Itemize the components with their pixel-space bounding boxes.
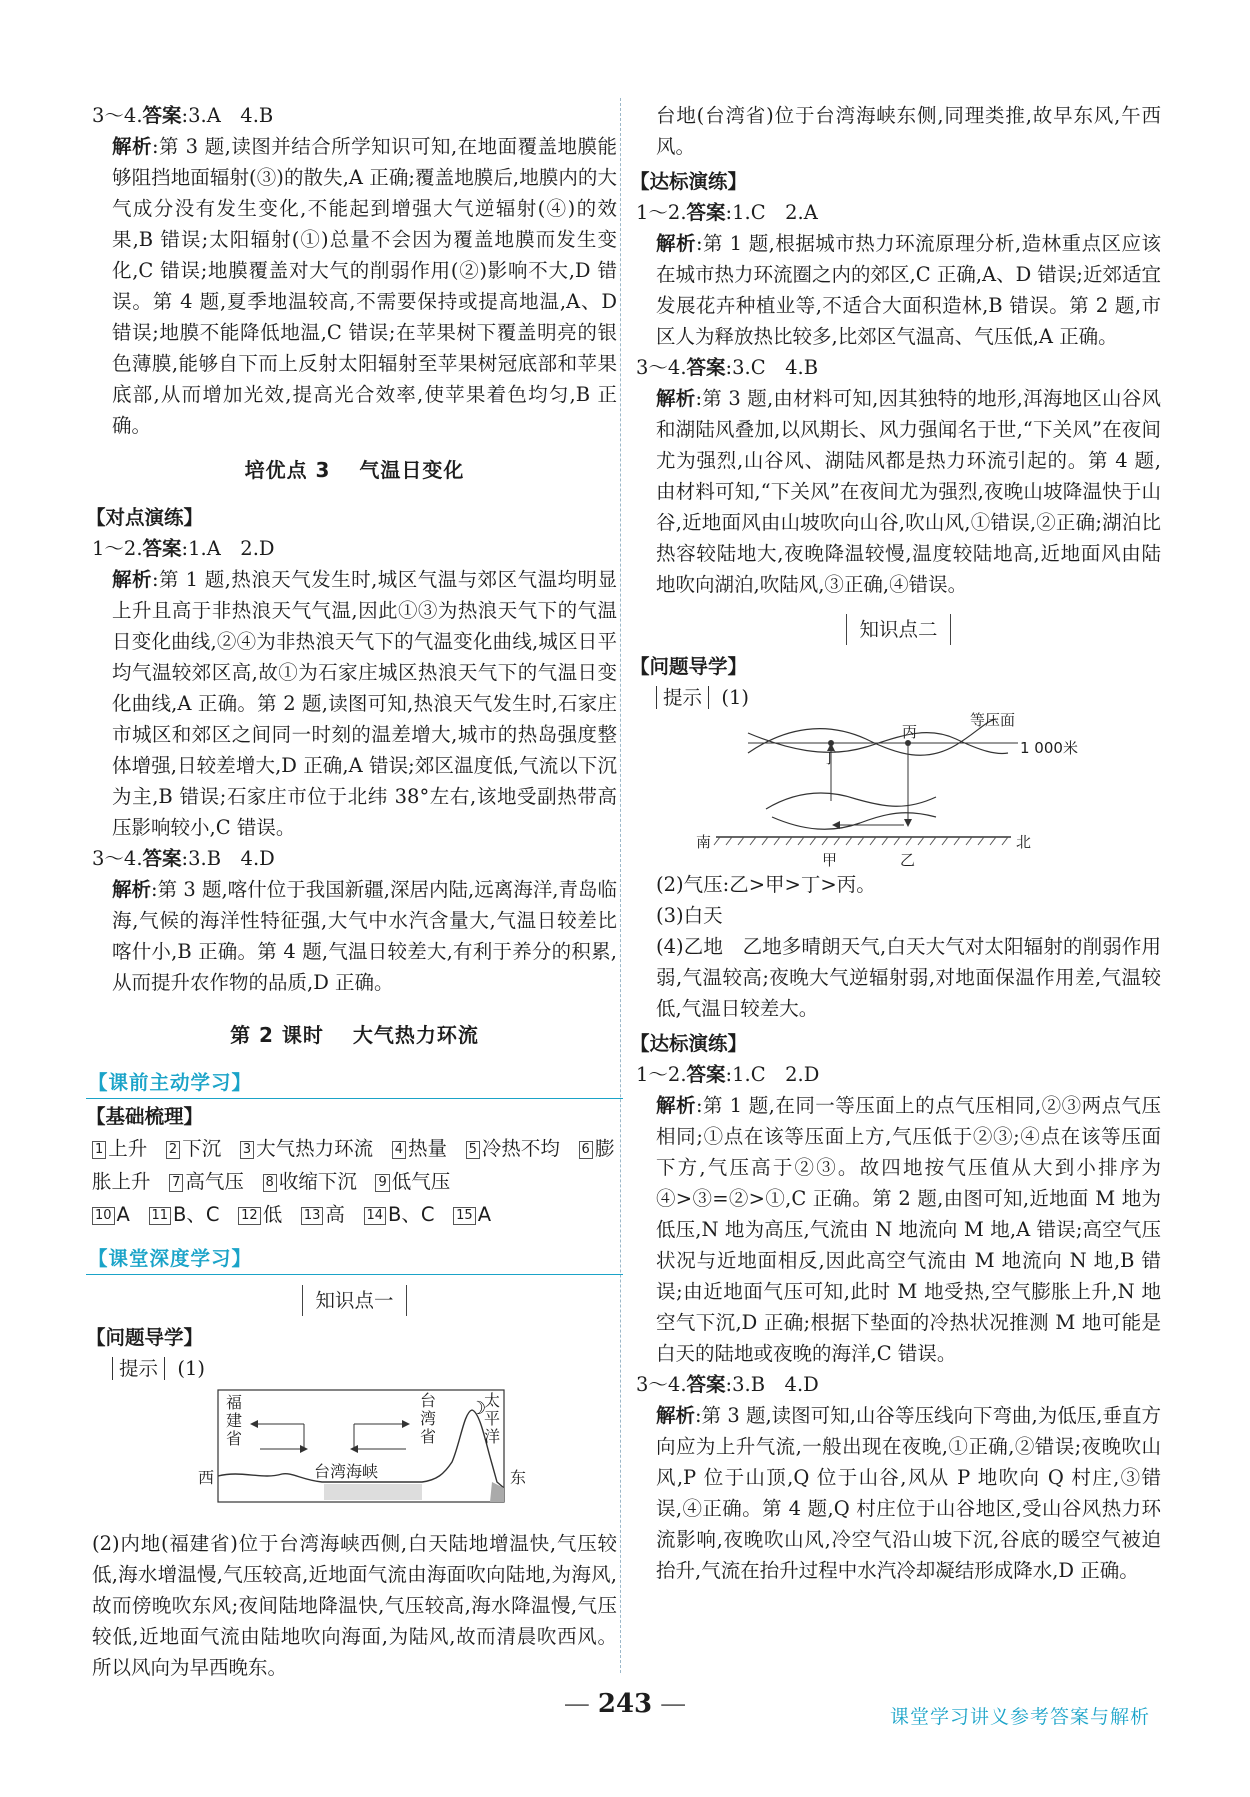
answer-item: 5 冷热不均 [466,1137,560,1160]
answer-item: 8 收缩下沉 [263,1170,357,1193]
column-divider [620,98,621,1673]
section-label: 【对点演练】 [86,506,204,529]
hint-paragraph: (2)内地(福建省)位于台湾海峡西侧,白天陆地增温快,气压较低,海水增温慢,气压较高,近地面气流由海面吹向陆地,为海风,故而傍晚吹东风;夜间陆地降温快,气压较高,海水降温慢,气压较低,近地面气流由陆地吹向海面,为陆风,故而清晨吹西风。所以风向为早西晚东。 [92,1532,617,1679]
section-title: 培优点 3 气温日变化 [244,458,465,482]
lesson-title: 第 2 课时 大气热力环流 [230,1023,479,1047]
section-bar: 【课前主动学习】 [86,1067,623,1099]
label-north: 北 [1016,833,1032,851]
isobar-figure [636,711,1161,869]
footer-title: 课堂学习讲义参考答案与解析 [889,1706,1150,1728]
answer-block: 3～4.答案:3.A 4.B [92,104,274,127]
answer-item: 7 高气压 [169,1170,244,1193]
label-isobar: 等压面 [970,711,1016,729]
page-number: — 243 — [563,1689,687,1719]
answer-item: 1 上升 [92,1137,147,1160]
answer-block: 3～4.答案:3.B 4.D [636,1373,819,1396]
answer-block: 1～2.答案:1.C 2.A [636,201,818,224]
left-column [86,100,617,1683]
section-bar: 【课堂深度学习】 [86,1243,623,1275]
knowledge-point: 知识点一 [92,1285,617,1316]
label-south: 南 [696,833,712,851]
right-column [630,100,1162,1586]
answer-item: 4 热量 [392,1137,447,1160]
analysis-block: 解析:第 1 题,在同一等压面上的点气压相同,②③两点气压相同;①点在该等压面上方,气压低于②③;④点在该等压面下方,气压高于②③。故四地按气压值从大到小排序为④>③=②>①,C 正确。第 2 题,由图可知,近地面 M 地为低压,N 地为高压,气流由 N 地流向 M 地,A 错误;高空气压状况与近地面相反,因此高空气流由 M 地流向 N 地,B 错误;由近地面气压可知,此时 M 地受热,空气膨胀上升,N 地空气下沉,D 正确;根据下垫面的冷热状况推测 M 地可能是白天的陆地或夜晚的海洋,C 错误。 [656,1094,1161,1365]
label-pacific: 太平洋 [484,1391,501,1446]
label-bing: 丙 [902,723,918,741]
hint-answer-2: (2)气压:乙>甲>丁>丙。 [656,873,876,896]
section-label: 【基础梳理】 [86,1105,204,1128]
moon-icon: ☽ [470,1398,487,1419]
answer-item: 12 低 [238,1203,282,1226]
analysis-block: 解析:第 3 题,喀什位于我国新疆,深居内陆,远离海洋,青岛临海,气候的海洋性特征强,大气中水汽含量大,气温日较差比喀什小,B 正确。第 4 题,气温日较差大,有利于养分的积累,从而提升农作物的品质,D 正确。 [112,878,617,994]
answer-item: 6 膨胀上升 [92,1137,615,1193]
answer-items [92,1132,617,1231]
answer-block: 1～2.答案:1.C 2.D [636,1063,820,1086]
answer-item: 13 高 [301,1203,345,1226]
answer-block: 1～2.答案:1.A 2.D [92,537,275,560]
answer-item: 9 低气压 [375,1170,450,1193]
hint-line: 提示 (1) [92,1353,617,1384]
answer-item: 15 A [453,1203,491,1226]
answer-item: 10 A [92,1203,130,1226]
answer-item: 11 B、C [149,1203,220,1226]
label-height: 1 000米 [1020,739,1078,757]
analysis-block: 解析:第 3 题,读图并结合所学知识可知,在地面覆盖地膜能够阻挡地面辐射(③)的散失,A 正确;覆盖地膜后,地膜内的大气成分没有发生变化,不能起到增强大气逆辐射(④)的效果,B 错误;太阳辐射(①)总量不会因为覆盖地膜而发生变化,C 错误;地膜覆盖对大气的削弱作用(②)影响不大,D 错误。第 4 题,夏季地温较高,不需要保持或提高地温,A、D 错误;地膜不能降低地温,C 错误;在苹果树下覆盖明亮的银色薄膜,能够自下而上反射太阳辐射至苹果树冠底部和苹果底部,从而增加光效,提高光合效率,使苹果着色均匀,B 正确。 [112,135,617,437]
label-jia: 甲 [822,851,838,869]
label-ding: 丁 [822,749,838,767]
hint-answer-4: (4)乙地 乙地多晴朗天气,白天大气对太阳辐射的削弱作用弱,气温较高;夜晚大气逆辐射弱,对地面保温作用差,气温较低,气温日较差大。 [656,935,1161,1020]
answer-item: 14 B、C [364,1203,435,1226]
section-label: 【达标演练】 [630,170,748,193]
label-taiwan: 台湾省 [420,1391,437,1446]
analysis-block: 解析:第 1 题,根据城市热力环流原理分析,造林重点区应该在城市热力环流圈之内的郊区,C 正确,A、D 错误;近郊适宜发展花卉种植业等,不适合大面积造林,B 错误。第 2 题,市区人为释放热比较多,比郊区气温高、气压低,A 正确。 [656,232,1162,348]
sea-land-breeze-figure [92,1384,617,1522]
hint-answer-3: (3)白天 [656,904,723,927]
label-west: 西 [198,1468,215,1487]
label-yi: 乙 [900,851,916,869]
answer-item: 3 大气热力环流 [240,1137,373,1160]
answer-block: 3～4.答案:3.B 4.D [92,847,275,870]
section-label: 【达标演练】 [630,1032,748,1055]
section-label: 【问题导学】 [86,1326,204,1349]
label-east: 东 [510,1468,527,1487]
analysis-block: 解析:第 1 题,热浪天气发生时,城区气温与郊区气温均明显上升且高于非热浪天气气温,因此①③为热浪天气下的气温日变化曲线,②④为非热浪天气下的气温变化曲线,城区日平均气温较郊区高,故①为石家庄城区热浪天气下的气温日变化曲线,A 正确。第 2 题,读图可知,热浪天气发生时,石家庄市城区和郊区之间同一时刻的温差增大,城市的热岛强度整体增强,日较差增大,D 正确,A 错误;郊区温度低,气流以下沉为主,B 错误;石家庄市位于北纬 38°左右,该地受副热带高压影响较小,C 错误。 [112,568,617,839]
section-label: 【问题导学】 [630,655,748,678]
strait-diagram [92,1384,617,1522]
answer-block: 3～4.答案:3.C 4.B [636,356,819,379]
hint-line: 提示 (1) [636,682,1161,713]
knowledge-point: 知识点二 [636,614,1161,645]
analysis-block: 解析:第 3 题,由材料可知,因其独特的地形,洱海地区山谷风和湖陆风叠加,以风期长、风力强闻名于世,“下关风”在夜间尤为强烈,山谷风、湖陆风都是热力环流引起的。第 4 题,由材料可知,“下关风”在夜间尤为强烈,夜晚山坡降温快于山谷,近地面风由山坡吹向山谷,吹山风,①错误,②正确;湖泊比热容较陆地大,夜晚降温较慢,温度较陆地高,近地面风由陆地吹向湖泊,吹陆风,③正确,④错误。 [656,387,1161,596]
answer-item: 2 下沉 [166,1137,221,1160]
isobar-diagram [636,713,1161,863]
label-fujian: 福建省 [226,1393,243,1448]
label-strait: 台湾海峡 [314,1462,379,1481]
continued-paragraph: 台地(台湾省)位于台湾海峡东侧,同理类推,故早东风,午西风。 [656,104,1161,158]
analysis-block: 解析:第 3 题,读图可知,山谷等压线向下弯曲,为低压,垂直方向应为上升气流,一般出现在夜晚,①正确,②错误;夜晚吹山风,P 位于山顶,Q 位于山谷,风从 P 地吹向 Q 村庄,③错误,④正确。第 4 题,Q 村庄位于山谷地区,受山谷风热力环流影响,夜晚吹山风,冷空气沿山坡下沉,谷底的暖空气被迫抬升,气流在抬升过程中水汽冷却凝结形成降水,D 正确。 [656,1404,1161,1582]
